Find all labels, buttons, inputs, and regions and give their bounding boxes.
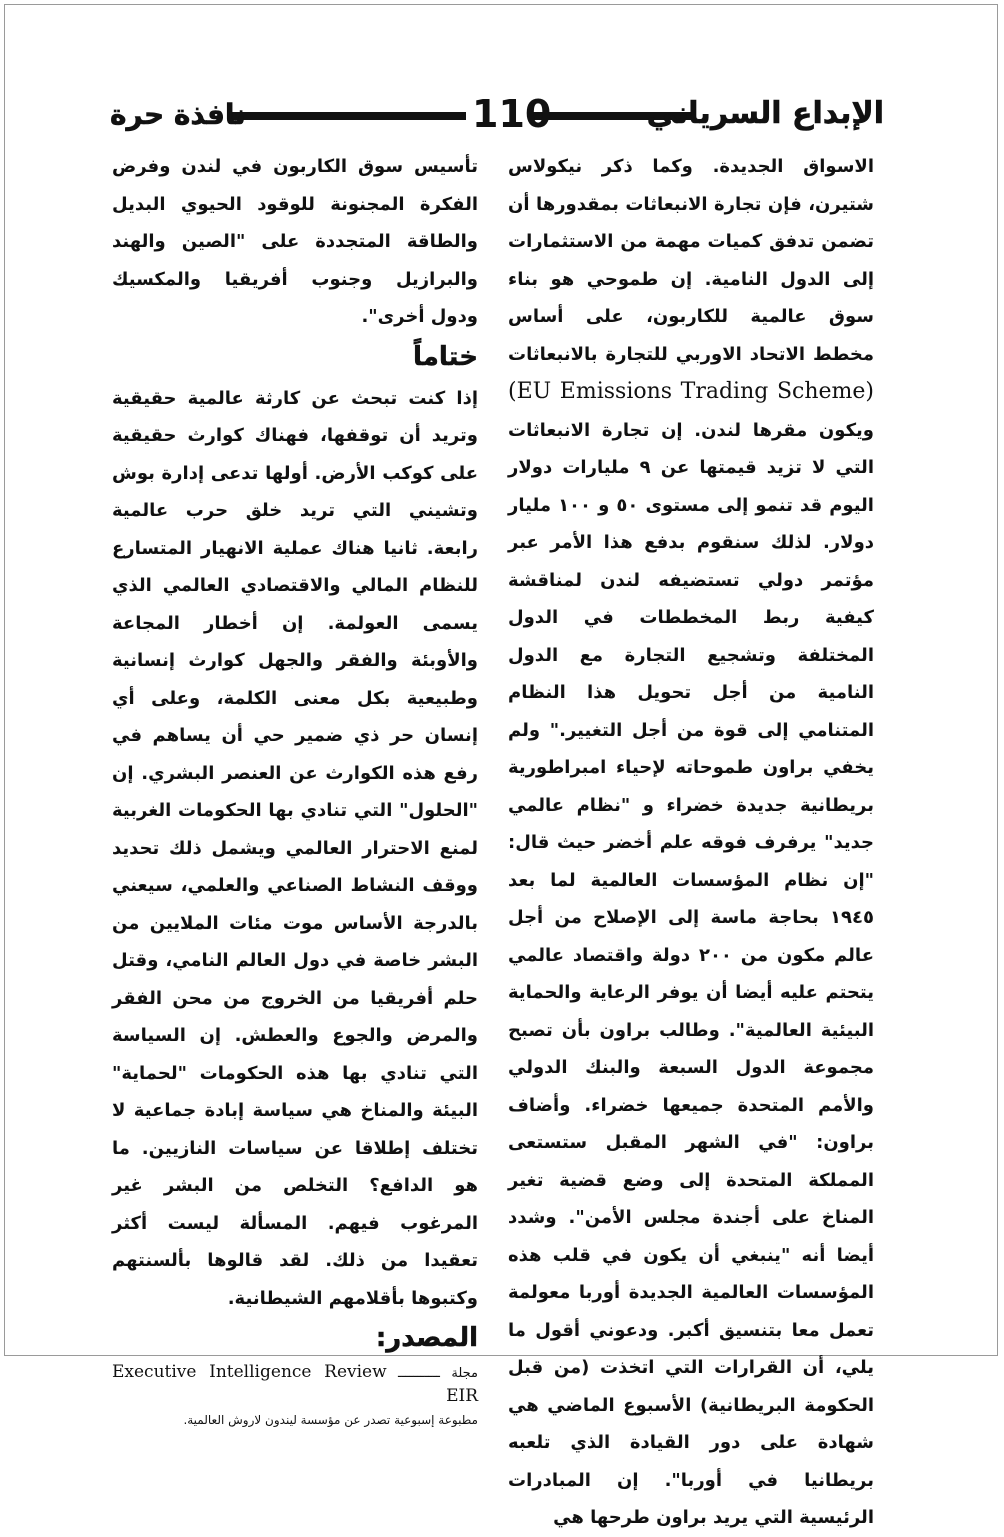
paragraph: إذا كنت تبحث عن كارثة عالمية حقيقية وتريد أن توقفها، فهناك كوارث حقيقية على كوكب الأرض. أولها تدعى إدارة بوش وتشيني التي تريد خلق حرب عالمية رابعة. ثانيا هناك عملية الانهيار المتسارع للنظام المالي والاقتصادي العالمي الذي يسمى العولمة. إن أخطار المجاعة والأوبئة والفقر والجهل كوارث إنسانية وطبيعية بكل معنى الكلمة، وعلى أي إنسان حر ذي ضمير حي أن يساهم في رفع هذه الكوارث عن العنصر البشري. إن "الحلول" التي تنادي بها الحكومات الغربية لمنع الاحترار العالمي ويشمل ذلك تحديد ووقف النشاط الصناعي والعلمي، سيعني بالدرجة الأساس موت مئات الملايين من البشر خاصة في دول العالم النامي، وقتل حلم أفريقيا من الخروج من محن الفقر والمرض والجوع والعطش. إن السياسة التي تنادي بها هذه الحكومات "لحماية" البيئة والمناخ هي سياسة إبادة جماعية لا تختلف إطلاقا عن سياسات النازيين. ما هو الدافع؟ التخلص من البشر غير المرغوب فيهم. المسألة ليست أكثر تعقيدا من ذلك. لقد قالوها بألسنتهم وكتبوها بأقلامهم الشيطانية.	[112, 387, 478, 1309]
paragraph	[508, 148, 874, 1537]
page-number: 110	[472, 92, 552, 136]
source-citation: مجلة ـــــــــــ Executive Intelligence Review EIR	[112, 1362, 478, 1406]
source-note: مطبوعة إسبوعية تصدر عن مؤسسة ليندون لاروش العالمية.	[183, 1413, 478, 1427]
article-column-left	[112, 148, 478, 1431]
paragraph: تأسيس سوق الكاربون في لندن وفرض الفكرة المجنونة للوقود الحيوي البديل والطاقة المتجددة على "الصين والهند والبرازيل وجنوب أفريقيا والمكسيك ودول أخرى".	[112, 156, 478, 327]
header-rule-left	[232, 112, 466, 120]
heading-source: المصدر:	[375, 1323, 478, 1353]
page-header	[0, 92, 1004, 142]
section-title: نافذة حرة	[110, 98, 246, 131]
paragraph-text: ويكون مقرها لندن. إن تجارة الانبعاثات التي لا تزيد قيمتها عن ٩ مليارات دولار اليوم قد تنمو إلى مستوى ٥٠ و ١٠٠ مليار دولار. لذلك سنقوم بدفع هذا الأمر عبر مؤتمر دولي تستضيفه لندن لمناقشة كيفية ربط المخططات في الدول المختلفة وتشجيع التجارة مع الدول النامية من أجل تحويل هذا النظام المتنامي إلى قوة من أجل التغيير." ولم يخفي براون طموحاته لإحياء امبراطورية بريطانية جديدة خضراء و "نظام عالمي جديد" يرفرف فوقه علم أخضر حيث قال: "إن نظام المؤسسات العالمية لما بعد ١٩٤٥ بحاجة ماسة إلى الإصلاح من أجل عالم مكون من ٢٠٠ دولة واقتصاد عالمي يتحتم عليه أيضا أن يوفر الرعاية والحماية البيئية العالمية". وطالب براون بأن تصبح مجموعة الدول السبعة والبنك الدولي والأمم المتحدة جميعها خضراء. وأضاف براون: "في الشهر المقبل ستستعى المملكة المتحدة إلى وضع قضية تغير المناخ على أجندة مجلس الأمن". وشدد أيضا أنه "ينبغي أن يكون في قلب هذه المؤسسات العالمية الجديدة أوربا معولمة تعمل معا بتنسيق أكبر. ودعوني أقول ما يلي، أن القرارات التي اتخذت (من قبل الحكومة البريطانية) الأسبوع الماضي هي شهادة على دور القيادة الذي تلعبه بريطانيا في أوربا". إن المبادرات الرئيسية التي يريد براون طرحها هي	[508, 419, 874, 1528]
source-prefix: مجلة	[451, 1366, 478, 1381]
heading-conclusion: ختاماً	[413, 341, 478, 372]
paragraph-text: الاسواق الجديدة. وكما ذكر نيكولاس شتيرن، فإن تجارة الانبعاثات بمقدورها أن تضمن تدفق كميات مهمة من الاستثمارات إلى الدول النامية. إن طموحي هو بناء سوق عالمية للكاربون، على أساس مخطط الاتحاد الاوربي للتجارة بالانبعاثات	[508, 156, 874, 365]
article-column-right	[508, 148, 874, 1537]
source-magazine-name: Executive Intelligence Review EIR	[112, 1362, 478, 1406]
magazine-title: الإبداع السرياني	[646, 96, 884, 131]
latin-term: (EU Emissions Trading Scheme)	[508, 379, 874, 404]
